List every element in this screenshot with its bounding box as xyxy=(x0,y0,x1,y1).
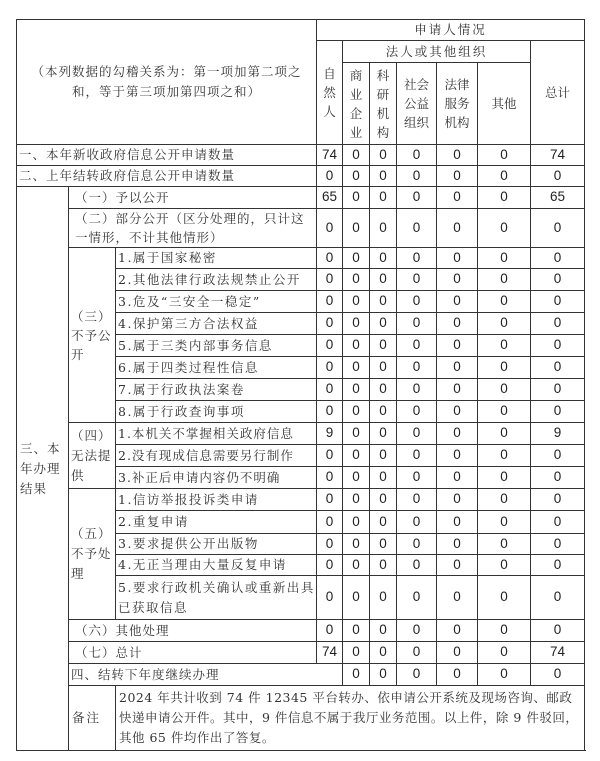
value-cell: 0 xyxy=(437,511,478,534)
value-cell: 0 xyxy=(437,357,478,379)
value-cell: 0 xyxy=(343,269,370,291)
row-label-g5-item: 1.信访举报投诉类申请 xyxy=(116,489,317,511)
value-cell: 0 xyxy=(531,620,585,642)
group-three-label: （三）不予公开 xyxy=(71,308,112,362)
value-cell: 0 xyxy=(478,291,531,313)
value-cell: 0 xyxy=(531,313,585,335)
value-cell: 0 xyxy=(478,335,531,357)
value-cell: 0 xyxy=(397,642,437,664)
value-cell: 0 xyxy=(397,445,437,467)
row-label-g5-item: 2.重复申请 xyxy=(116,511,317,534)
table-row xyxy=(17,642,585,664)
value-cell: 0 xyxy=(370,555,397,576)
value-cell: 0 xyxy=(397,664,437,686)
value-cell: 0 xyxy=(370,379,397,401)
value-cell: 0 xyxy=(343,511,370,534)
value-cell: 9 xyxy=(531,423,585,445)
col-header-public-welfare: 社会公益组织 xyxy=(397,63,437,145)
value-cell: 0 xyxy=(370,467,397,489)
value-cell: 65 xyxy=(317,187,343,209)
value-cell: 0 xyxy=(370,534,397,555)
value-cell: 74 xyxy=(317,642,343,664)
value-cell: 0 xyxy=(370,145,397,166)
value-cell: 0 xyxy=(343,209,370,248)
value-cell: 0 xyxy=(531,166,585,187)
value-cell: 0 xyxy=(343,642,370,664)
value-cell: 0 xyxy=(317,555,343,576)
value-cell: 0 xyxy=(343,379,370,401)
value-cell: 65 xyxy=(531,187,585,209)
value-cell: 0 xyxy=(478,248,531,269)
value-cell: 0 xyxy=(397,576,437,620)
table-row xyxy=(17,248,585,269)
value-cell: 0 xyxy=(343,445,370,467)
value-cell: 0 xyxy=(437,445,478,467)
value-cell: 0 xyxy=(531,291,585,313)
value-cell: 0 xyxy=(437,145,478,166)
value-cell: 0 xyxy=(531,576,585,620)
value-cell: 0 xyxy=(478,166,531,187)
value-cell: 0 xyxy=(478,423,531,445)
col-header-natural-person: 自然人 xyxy=(317,41,343,145)
value-cell: 0 xyxy=(531,511,585,534)
value-cell: 0 xyxy=(317,467,343,489)
value-cell: 74 xyxy=(317,145,343,166)
value-cell: 0 xyxy=(317,576,343,620)
value-cell: 0 xyxy=(478,357,531,379)
value-cell: 0 xyxy=(531,335,585,357)
table-row xyxy=(17,145,585,166)
value-cell: 0 xyxy=(397,335,437,357)
info-disclosure-table xyxy=(16,19,585,751)
value-cell: 0 xyxy=(317,209,343,248)
value-cell: 0 xyxy=(437,555,478,576)
value-cell: 0 xyxy=(343,467,370,489)
row-label-new-applications: 一、本年新收政府信息公开申请数量 xyxy=(17,145,317,166)
value-cell: 0 xyxy=(370,664,397,686)
table-row xyxy=(17,187,585,209)
value-cell: 0 xyxy=(437,620,478,642)
row-label-disclosed: （一）予以公开 xyxy=(69,187,317,209)
value-cell: 0 xyxy=(317,401,343,423)
value-cell: 0 xyxy=(437,576,478,620)
value-cell: 0 xyxy=(437,664,478,686)
value-cell: 0 xyxy=(397,248,437,269)
value-cell: 0 xyxy=(370,313,397,335)
legal-group-header: 法人或其他组织 xyxy=(343,41,531,63)
group-label-cannot-provide xyxy=(69,423,116,489)
row-label-g3-item: 8.属于行政查询事项 xyxy=(116,401,317,423)
value-cell: 0 xyxy=(397,291,437,313)
row-label-g3-item: 6.属于四类过程性信息 xyxy=(116,357,317,379)
value-cell: 0 xyxy=(397,313,437,335)
value-cell: 0 xyxy=(317,445,343,467)
row-label-g3-item: 1.属于国家秘密 xyxy=(116,248,317,269)
value-cell: 0 xyxy=(531,401,585,423)
row-label-g3-item: 3.危及“三安全一稳定” xyxy=(116,291,317,313)
value-cell: 0 xyxy=(370,269,397,291)
value-cell: 0 xyxy=(370,423,397,445)
value-cell: 0 xyxy=(397,166,437,187)
value-cell: 0 xyxy=(317,166,343,187)
col-header-business: 商业企业 xyxy=(343,63,370,145)
table-row xyxy=(17,620,585,642)
col-header-research: 科研机构 xyxy=(370,63,397,145)
value-cell: 0 xyxy=(343,423,370,445)
col-header-legal-service: 法律服务机构 xyxy=(437,63,478,145)
value-cell: 0 xyxy=(478,664,531,686)
col-header-total: 总计 xyxy=(531,41,585,145)
value-cell: 0 xyxy=(370,166,397,187)
value-cell: 0 xyxy=(397,379,437,401)
value-cell: 0 xyxy=(343,664,370,686)
value-cell: 0 xyxy=(397,555,437,576)
value-cell: 0 xyxy=(343,166,370,187)
value-cell: 0 xyxy=(531,467,585,489)
table-row xyxy=(17,166,585,187)
value-cell: 0 xyxy=(370,620,397,642)
value-cell: 0 xyxy=(343,401,370,423)
value-cell: 0 xyxy=(397,620,437,642)
value-cell: 0 xyxy=(531,269,585,291)
value-cell: 0 xyxy=(343,291,370,313)
value-cell: 0 xyxy=(370,576,397,620)
value-cell: 0 xyxy=(531,248,585,269)
section-label-results xyxy=(17,187,69,751)
applicant-group-header: 申请人情况 xyxy=(317,20,585,41)
remarks-label: 备注 xyxy=(69,686,116,751)
value-cell: 0 xyxy=(397,401,437,423)
value-cell: 0 xyxy=(317,269,343,291)
value-cell: 0 xyxy=(437,248,478,269)
value-cell: 0 xyxy=(437,642,478,664)
value-cell: 0 xyxy=(317,335,343,357)
value-cell: 0 xyxy=(397,511,437,534)
value-cell: 0 xyxy=(531,209,585,248)
value-cell: 0 xyxy=(370,642,397,664)
value-cell: 0 xyxy=(478,401,531,423)
value-cell: 0 xyxy=(317,534,343,555)
value-cell: 0 xyxy=(343,248,370,269)
value-cell: 0 xyxy=(478,145,531,166)
value-cell: 0 xyxy=(531,379,585,401)
value-cell: 0 xyxy=(343,357,370,379)
value-cell: 0 xyxy=(317,620,343,642)
value-cell: 0 xyxy=(478,576,531,620)
value-cell: 0 xyxy=(478,642,531,664)
value-cell: 0 xyxy=(343,489,370,511)
value-cell: 0 xyxy=(343,335,370,357)
value-cell: 0 xyxy=(478,209,531,248)
value-cell: 0 xyxy=(343,313,370,335)
value-cell: 0 xyxy=(478,313,531,335)
value-cell: 0 xyxy=(531,555,585,576)
value-cell: 0 xyxy=(397,357,437,379)
value-cell: 0 xyxy=(531,664,585,686)
value-cell: 0 xyxy=(437,489,478,511)
table-row xyxy=(17,686,585,751)
value-cell: 0 xyxy=(343,576,370,620)
value-cell: 0 xyxy=(370,248,397,269)
value-cell: 0 xyxy=(317,291,343,313)
value-cell: 0 xyxy=(478,445,531,467)
group-label-not-disclosed xyxy=(69,248,116,423)
row-label-partially-disclosed: （二）部分公开（区分处理的，只计这一情形，不计其他情形） xyxy=(69,209,317,248)
value-cell: 0 xyxy=(478,467,531,489)
group-label-not-processed xyxy=(69,489,116,620)
row-label-g4-item: 1.本机关不掌握相关政府信息 xyxy=(116,423,317,445)
value-cell: 0 xyxy=(343,145,370,166)
remarks-text: 2024 年共计收到 74 件 12345 平台转办、依申请公开系统及现场咨询、邮政快递申请公开件。其中，9 件信息不属于我厅业务范围。以上件，除 9 件驳回，其他 65 件均作出了答复。 xyxy=(116,686,585,751)
section-three-label: 三、本年办理结果 xyxy=(20,440,61,496)
value-cell: 0 xyxy=(397,467,437,489)
value-cell: 0 xyxy=(531,357,585,379)
row-label-g3-item: 5.属于三类内部事务信息 xyxy=(116,335,317,357)
value-cell: 0 xyxy=(397,145,437,166)
value-cell: 0 xyxy=(317,248,343,269)
value-cell: 0 xyxy=(343,620,370,642)
value-cell: 0 xyxy=(437,423,478,445)
value-cell: 0 xyxy=(437,291,478,313)
value-cell: 0 xyxy=(317,379,343,401)
value-cell: 0 xyxy=(397,187,437,209)
value-cell: 0 xyxy=(437,534,478,555)
value-cell: 0 xyxy=(343,555,370,576)
value-cell: 0 xyxy=(370,291,397,313)
value-cell: 0 xyxy=(478,555,531,576)
value-cell: 0 xyxy=(478,489,531,511)
value-cell: 0 xyxy=(437,467,478,489)
value-cell: 0 xyxy=(343,534,370,555)
value-cell: 0 xyxy=(478,269,531,291)
value-cell: 0 xyxy=(531,445,585,467)
value-cell: 0 xyxy=(317,489,343,511)
value-cell: 74 xyxy=(531,145,585,166)
value-cell: 0 xyxy=(370,335,397,357)
value-cell: 0 xyxy=(531,489,585,511)
value-cell: 0 xyxy=(397,534,437,555)
value-cell: 0 xyxy=(370,401,397,423)
value-cell: 0 xyxy=(437,166,478,187)
value-cell: 0 xyxy=(317,511,343,534)
value-cell: 0 xyxy=(397,269,437,291)
value-cell: 0 xyxy=(478,534,531,555)
row-label-results-total: （七）总计 xyxy=(69,642,317,664)
row-label-other-processing: （六）其他处理 xyxy=(69,620,317,642)
value-cell: 0 xyxy=(370,209,397,248)
header-note-cell xyxy=(17,20,317,145)
col-header-other: 其他 xyxy=(478,63,531,145)
row-label-carried-over: 二、上年结转政府信息公开申请数量 xyxy=(17,166,317,187)
table-row xyxy=(17,664,585,686)
row-label-g3-item: 4.保护第三方合法权益 xyxy=(116,313,317,335)
group-four-label: （四）无法提供 xyxy=(71,427,112,483)
row-label-g3-item: 2.其他法律行政法规禁止公开 xyxy=(116,269,317,291)
row-label-g3-item: 7.属于行政执法案卷 xyxy=(116,379,317,401)
value-cell: 0 xyxy=(317,357,343,379)
row-label-g5-item: 5.要求行政机关确认或重新出具已获取信息 xyxy=(116,576,317,620)
group-five-label: （五）不予处理 xyxy=(71,526,112,581)
value-cell: 0 xyxy=(478,187,531,209)
row-label-g5-item: 4.无正当理由大量反复申请 xyxy=(116,555,317,576)
value-cell: 0 xyxy=(370,511,397,534)
value-cell: 0 xyxy=(437,401,478,423)
value-cell: 0 xyxy=(437,269,478,291)
value-cell: 0 xyxy=(397,209,437,248)
table-row xyxy=(17,489,585,511)
value-cell: 0 xyxy=(437,313,478,335)
value-cell: 0 xyxy=(343,187,370,209)
value-cell: 0 xyxy=(478,379,531,401)
value-cell: 0 xyxy=(370,445,397,467)
value-cell: 0 xyxy=(397,489,437,511)
value-cell: 0 xyxy=(478,620,531,642)
value-cell: 74 xyxy=(531,642,585,664)
value-cell: 9 xyxy=(317,423,343,445)
header-note: （本列数据的勾稽关系为：第一项加第二项之和，等于第三项加第四项之和） xyxy=(31,64,302,99)
table-row xyxy=(17,209,585,248)
value-cell: 0 xyxy=(397,423,437,445)
row-label-carry-forward: 四、结转下年度继续办理 xyxy=(69,664,343,686)
value-cell: 0 xyxy=(437,379,478,401)
row-label-g5-item: 3.要求提供公开出版物 xyxy=(116,534,317,555)
value-cell: 0 xyxy=(437,187,478,209)
value-cell: 0 xyxy=(478,511,531,534)
row-label-g4-item: 2.没有现成信息需要另行制作 xyxy=(116,445,317,467)
value-cell: 0 xyxy=(437,209,478,248)
value-cell: 0 xyxy=(317,313,343,335)
value-cell: 0 xyxy=(370,187,397,209)
value-cell: 0 xyxy=(437,335,478,357)
value-cell: 0 xyxy=(370,357,397,379)
table-row xyxy=(17,423,585,445)
row-label-g4-item: 3.补正后申请内容仍不明确 xyxy=(116,467,317,489)
value-cell: 0 xyxy=(531,534,585,555)
value-cell: 0 xyxy=(370,489,397,511)
